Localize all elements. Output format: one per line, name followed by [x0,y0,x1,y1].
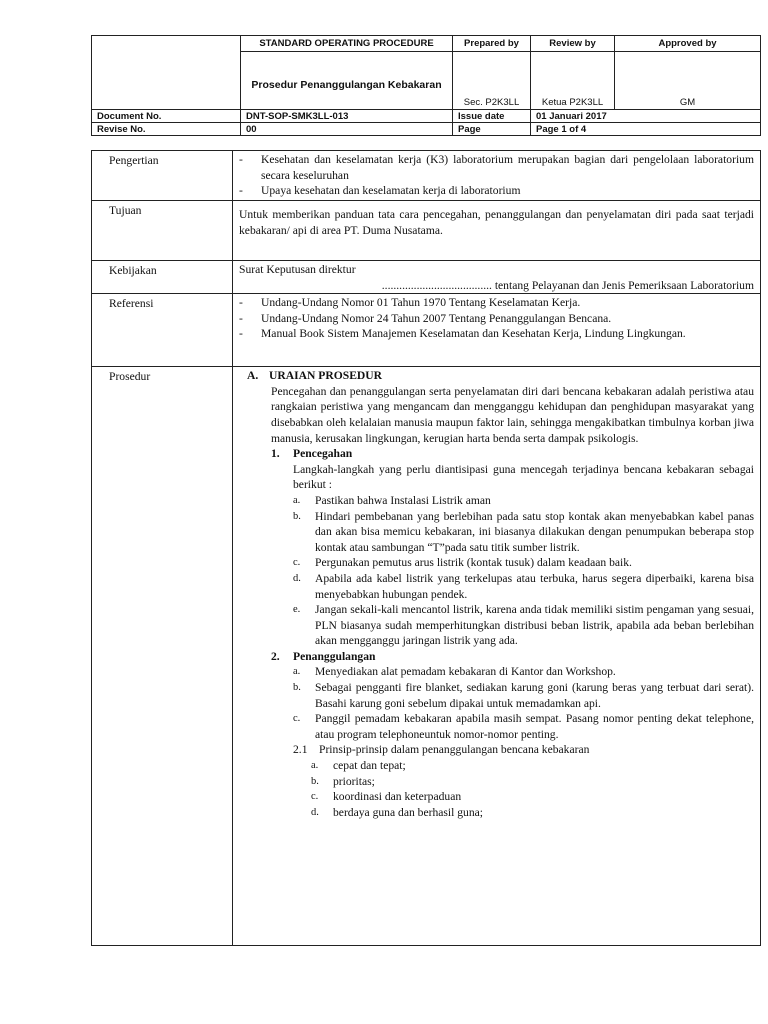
list-item: c. Pergunakan pemutus arus listrik (kontak tusuk) dalam keadaan baik. [293,556,632,570]
pengertian-label: Pengertian [92,151,233,201]
list-item: - Undang-Undang Nomor 01 Tahun 1970 Tentang Keselamatan Kerja. [239,296,581,310]
prepared-by-value: Sec. P2K3LL [453,52,531,110]
subsection-penanggulangan: 2. Penanggulangan [271,649,376,663]
list-item: - Manual Book Sistem Manajemen Keselamatan dan Kesehatan Kerja, Lindung Lingkungan. [239,327,686,341]
row-referensi [92,294,761,367]
tujuan-text: Untuk memberikan panduan tata cara pencegahan, penanggulangan dan penyelamatan diri pada saat terjadi kebakaran/ api di area PT. Duma Nusatama. [239,208,754,237]
kebijakan-content [233,261,761,294]
penanggulangan-list [239,664,754,742]
review-by-label: Review by [531,36,615,52]
prosedur-intro: Pencegahan dan penanggulangan serta penyelamatan diri dari bencana kebakaran adalah peristiwa atau rangkaian peristiwa yang mengancam dan mengganggu kehidupan dan penghidupan masyarakat yang disebabkan oleh kelalaian manusia maupun faktor lain, sehingga mengakibatkan timbulnya korban jiwa manusia, kerusakan lingkungan, kerugian harta benda serta dampak psikologis. [271,384,754,445]
pencegahan-intro: Langkah-langkah yang perlu diantisipasi guna mencegah terjadinya bencana kebakaran sebagai berikut : [293,462,754,492]
kebijakan-label: Kebijakan [92,261,233,294]
revise-no-label: Revise No. [92,123,241,136]
section-heading-a: A. URAIAN PROSEDUR [247,369,383,383]
list-item: b. Hindari pembebanan yang berlebihan pada satu stop kontak akan menyebabkan kabel panas dan akan bisa memicu kebakaran, ini biasanya dilakukan dengan penumpukan beberapa stop kontak atau sambungan “T”pada satu titik sumber listrik. [293,509,754,554]
document-no-value: DNT-SOP-SMK3LL-013 [241,110,453,123]
list-item: b. prioritas; [311,774,375,788]
page-value: Page 1 of 4 [531,123,761,136]
list-item: - Kesehatan dan keselamatan kerja (K3) laboratorium merupakan bagian dari pengelolaan laboratorium secara keseluruhan [239,153,754,182]
logo-cell [92,36,241,110]
referensi-content [233,294,761,367]
subsection-pencegahan: 1. Pencegahan [271,447,353,461]
page-label: Page [453,123,531,136]
approved-by-value: GM [615,52,761,110]
revise-no-value: 00 [241,123,453,136]
kebijakan-line-2: ...................................... tentang Pelayanan dan Jenis Pemeriksaan Laboratorium [381,278,754,292]
list-item: c. Panggil pemadam kebakaran apabila masih sempat. Pasang nomor penting dekat telephone, atau program telephoneuntuk nomor-nomor penting. [293,712,754,741]
list-item: a. Menyediakan alat pemadam kebakaran di Kantor dan Workshop. [293,665,616,679]
issue-date-label: Issue date [453,110,531,123]
referensi-label: Referensi [92,294,233,367]
sop-label: STANDARD OPERATING PROCEDURE [241,36,453,52]
document-header-table [91,35,761,136]
row-tujuan [92,201,761,261]
row-kebijakan [92,261,761,294]
tujuan-content [233,201,761,261]
prosedur-label: Prosedur [92,367,233,946]
prepared-by-label: Prepared by [453,36,531,52]
list-item: a. cepat dan tepat; [311,759,406,773]
row-prosedur [92,367,761,946]
list-item: e. Jangan sekali-kali mencantol listrik, karena anda tidak memiliki sistim pengaman yang sesuai, PLN biasanya sudah memperhitungkan distribusi beban listrik, apabila ada beban berlebihan akan mengganggu jaringan listrik yang ada. [293,603,754,648]
document-title: Prosedur Penanggulangan Kebakaran [241,52,453,110]
list-item: - Upaya kesehatan dan keselamatan kerja di laboratorium [239,184,521,198]
approved-by-label: Approved by [615,36,761,52]
list-item: a. Pastikan bahwa Instalasi Listrik aman [293,493,491,507]
pencegahan-list [239,493,754,649]
list-item: - Undang-Undang Nomor 24 Tahun 2007 Tentang Penanggulangan Bencana. [239,311,612,325]
tujuan-label: Tujuan [92,201,233,261]
row-pengertian [92,151,761,201]
prinsip-list [239,758,754,820]
list-item: d. berdaya guna dan berhasil guna; [311,805,484,819]
issue-date-value: 01 Januari 2017 [531,110,761,123]
list-item: c. koordinasi dan keterpaduan [311,790,462,804]
prinsip-heading: 2.1 Prinsip-prinsip dalam penanggulangan bencana kebakaran [293,743,590,757]
kebijakan-line-1: Surat Keputusan direktur [239,263,356,276]
document-no-label: Document No. [92,110,241,123]
prosedur-content [233,367,761,946]
list-item: d. Apabila ada kabel listrik yang terkelupas atau terbuka, harus segera diperbaiki, karena bisa menyebabkan hubungan pendek. [293,571,754,601]
sop-content-table [91,150,761,946]
list-item: b. Sebagai pengganti fire blanket, sediakan karung goni (karung beras yang terbuat dari serat). Basahi karung goni sebelum dipakai untuk memadamkan api. [293,681,754,710]
pengertian-content [233,151,761,201]
review-by-value: Ketua P2K3LL [531,52,615,110]
